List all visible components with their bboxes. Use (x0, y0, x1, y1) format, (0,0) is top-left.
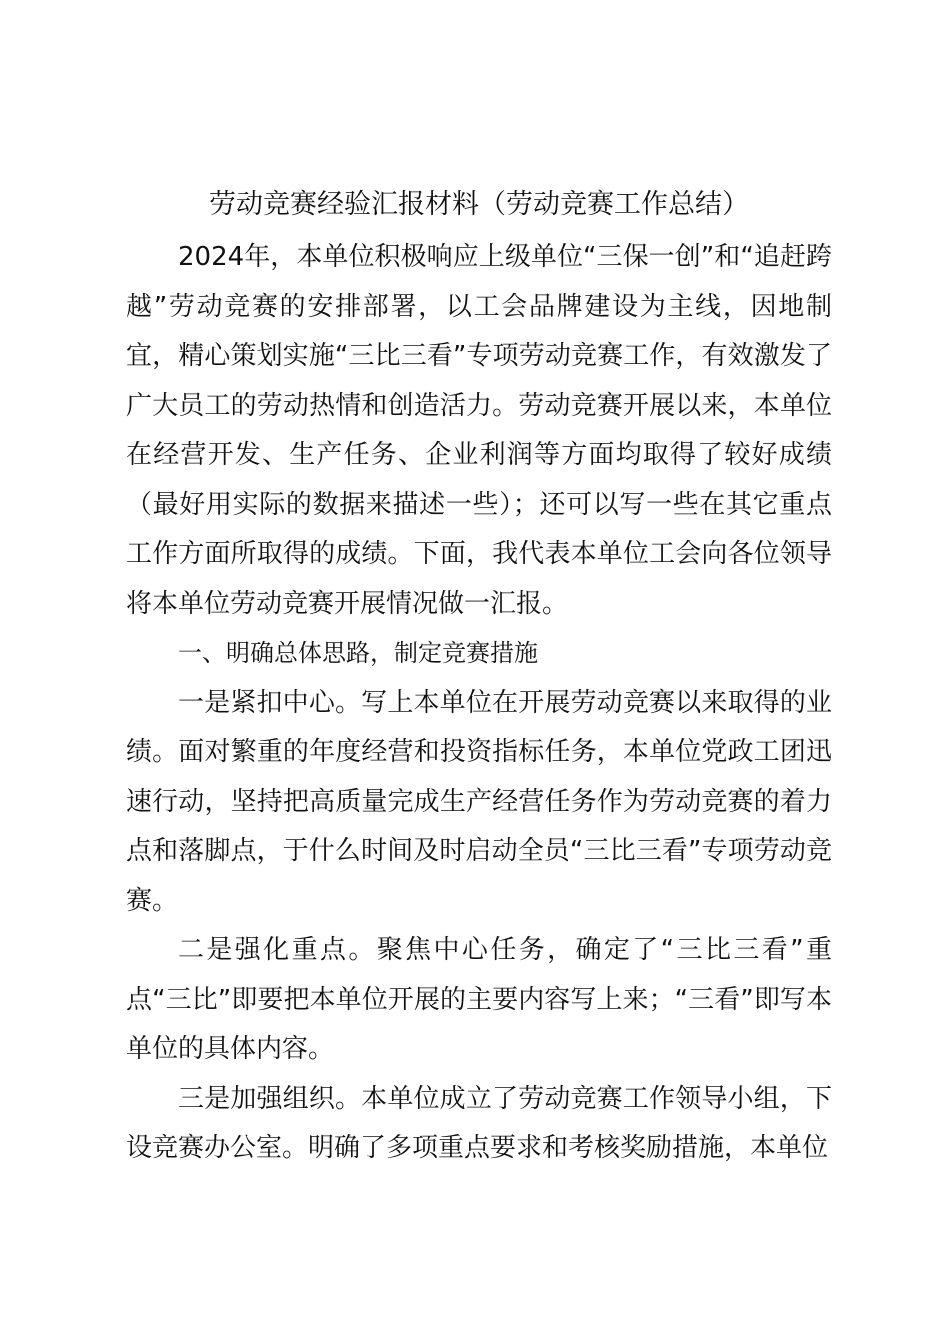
section-heading: 一、明确总体思路，制定竞赛措施 (178, 639, 538, 667)
intro-paragraph: 2024年，本单位积极响应上级单位“三保一创”和“追赶跨越”劳动竞赛的安排部署，以工会品牌建设为主线，因地制宜，精心策划实施“三比三看”专项劳动竞赛工作，有效激发了广大员工的劳动热情和创造活力。劳动竞赛开展以来，本单位在经营开发、生产任务、企业利润等方面均取得了较好成绩（最好用实际的数据来描述一些）；还可以写一些在其它重点工作方面所取得的成绩。下面，我代表本单位工会向各位领导将本单位劳动竞赛开展情况做一汇报。 (126, 242, 832, 619)
document-page (126, 180, 832, 1174)
document-title: 劳动竞赛经验汇报材料（劳动竞赛工作总结） (209, 189, 749, 220)
section-paragraph-3: 三是加强组织。本单位成立了劳动竞赛工作领导小组，下设竞赛办公室。明确了多项重点要求和考核奖励措施，本单位 (126, 1083, 832, 1163)
section-paragraph-1: 一是紧扣中心。写上本单位在开展劳动竞赛以来取得的业绩。面对繁重的年度经营和投资指标任务，本单位党政工团迅速行动，坚持把高质量完成生产经营任务作为劳动竞赛的着力点和落脚点，于什么时间及时启动全员“三比三看”专项劳动竞赛。 (126, 687, 832, 916)
section-paragraph-2: 二是强化重点。聚焦中心任务，确定了“三比三看”重点“三比”即要把本单位开展的主要内容写上来；“三看”即写本单位的具体内容。 (126, 935, 832, 1064)
